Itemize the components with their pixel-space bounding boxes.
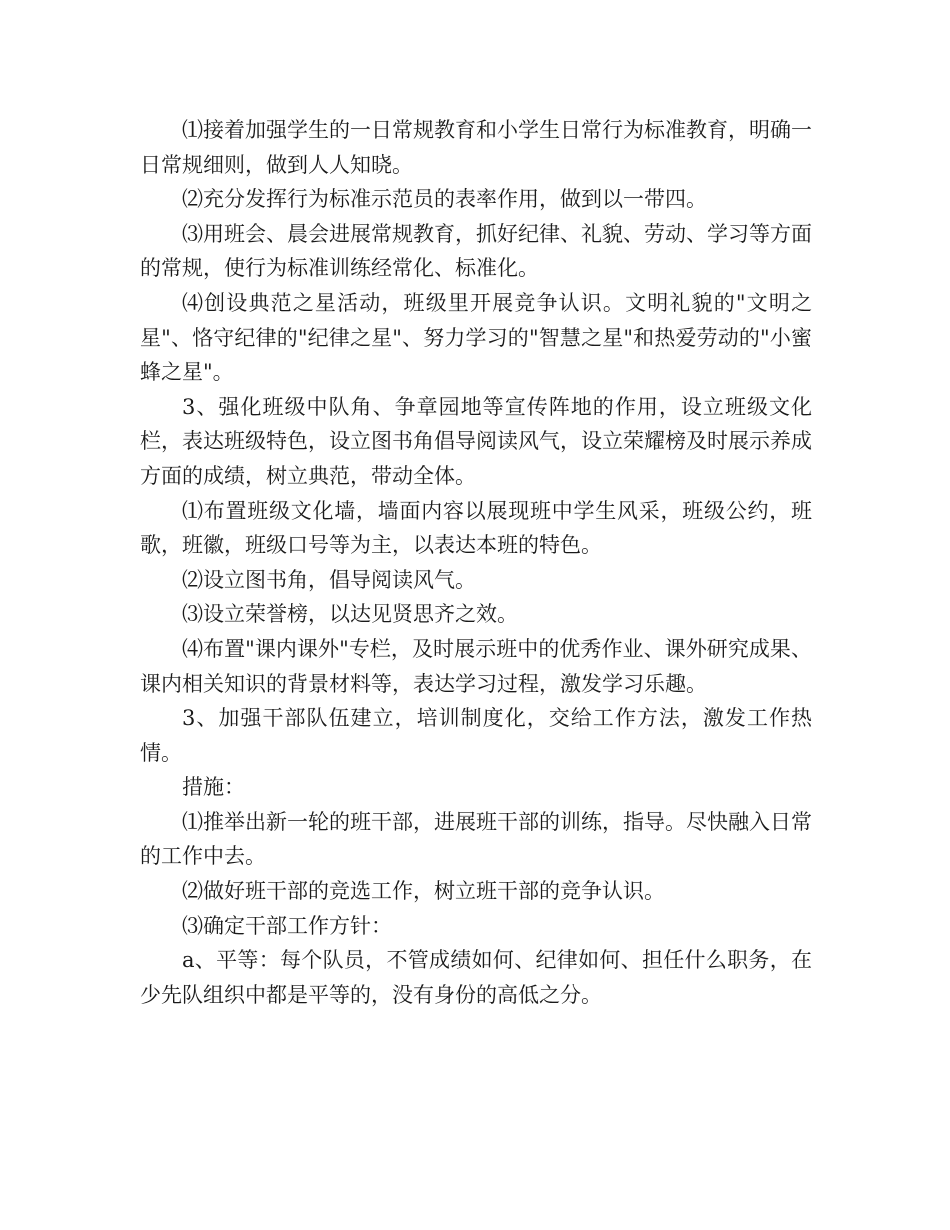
paragraph-6: ⑴布置班级文化墙，墙面内容以展现班中学生风采，班级公约，班歌，班徽，班级口号等为主，以表达本班的特色。: [140, 498, 812, 558]
paragraph-10: 3、加强干部队伍建立，培训制度化，交给工作方法，激发工作热情。: [140, 706, 812, 765]
paragraph-7: ⑵设立图书角，倡导阅读风气。: [182, 567, 476, 592]
paragraph-13: ⑵做好班干部的竞选工作，树立班干部的竞争认识。: [182, 879, 665, 904]
document-body: [140, 113, 812, 1012]
paragraph-2: ⑵充分发挥行为标准示范员的表率作用，做到以一带四。: [182, 187, 707, 212]
paragraph-5: 3、强化班级中队角、争章园地等宣传阵地的作用，设立班级文化栏，表达班级特色，设立图书角倡导阅读风气，设立荣耀榜及时展示养成方面的成绩，树立典范，带动全体。: [140, 394, 812, 488]
paragraph-4: ⑷创设典范之星活动，班级里开展竞争认识。文明礼貌的"文明之星"、恪守纪律的"纪律之星"、努力学习的"智慧之星"和热爱劳动的"小蜜蜂之星"。: [140, 290, 812, 385]
paragraph-14: ⑶确定干部工作方针：: [182, 913, 392, 938]
paragraph-11: 措施：: [182, 775, 245, 800]
paragraph-15: a、平等：每个队员，不管成绩如何、纪律如何、担任什么职务，在少先队组织中都是平等的，没有身份的高低之分。: [140, 948, 812, 1007]
paragraph-3: ⑶用班会、晨会进展常规教育，抓好纪律、礼貌、劳动、学习等方面的常规，使行为标准训练经常化、标准化。: [140, 221, 812, 281]
paragraph-12: ⑴推举出新一轮的班干部，进展班干部的训练，指导。尽快融入日常的工作中去。: [140, 809, 812, 869]
paragraph-1: ⑴接着加强学生的一日常规教育和小学生日常行为标准教育，明确一日常规细则，做到人人知晓。: [140, 118, 812, 177]
paragraph-8: ⑶设立荣誉榜，以达见贤思齐之效。: [182, 602, 518, 627]
paragraph-9: ⑷布置"课内课外"专栏，及时展示班中的优秀作业、课外研究成果、课内相关知识的背景材料等，表达学习过程，激发学习乐趣。: [140, 636, 812, 696]
